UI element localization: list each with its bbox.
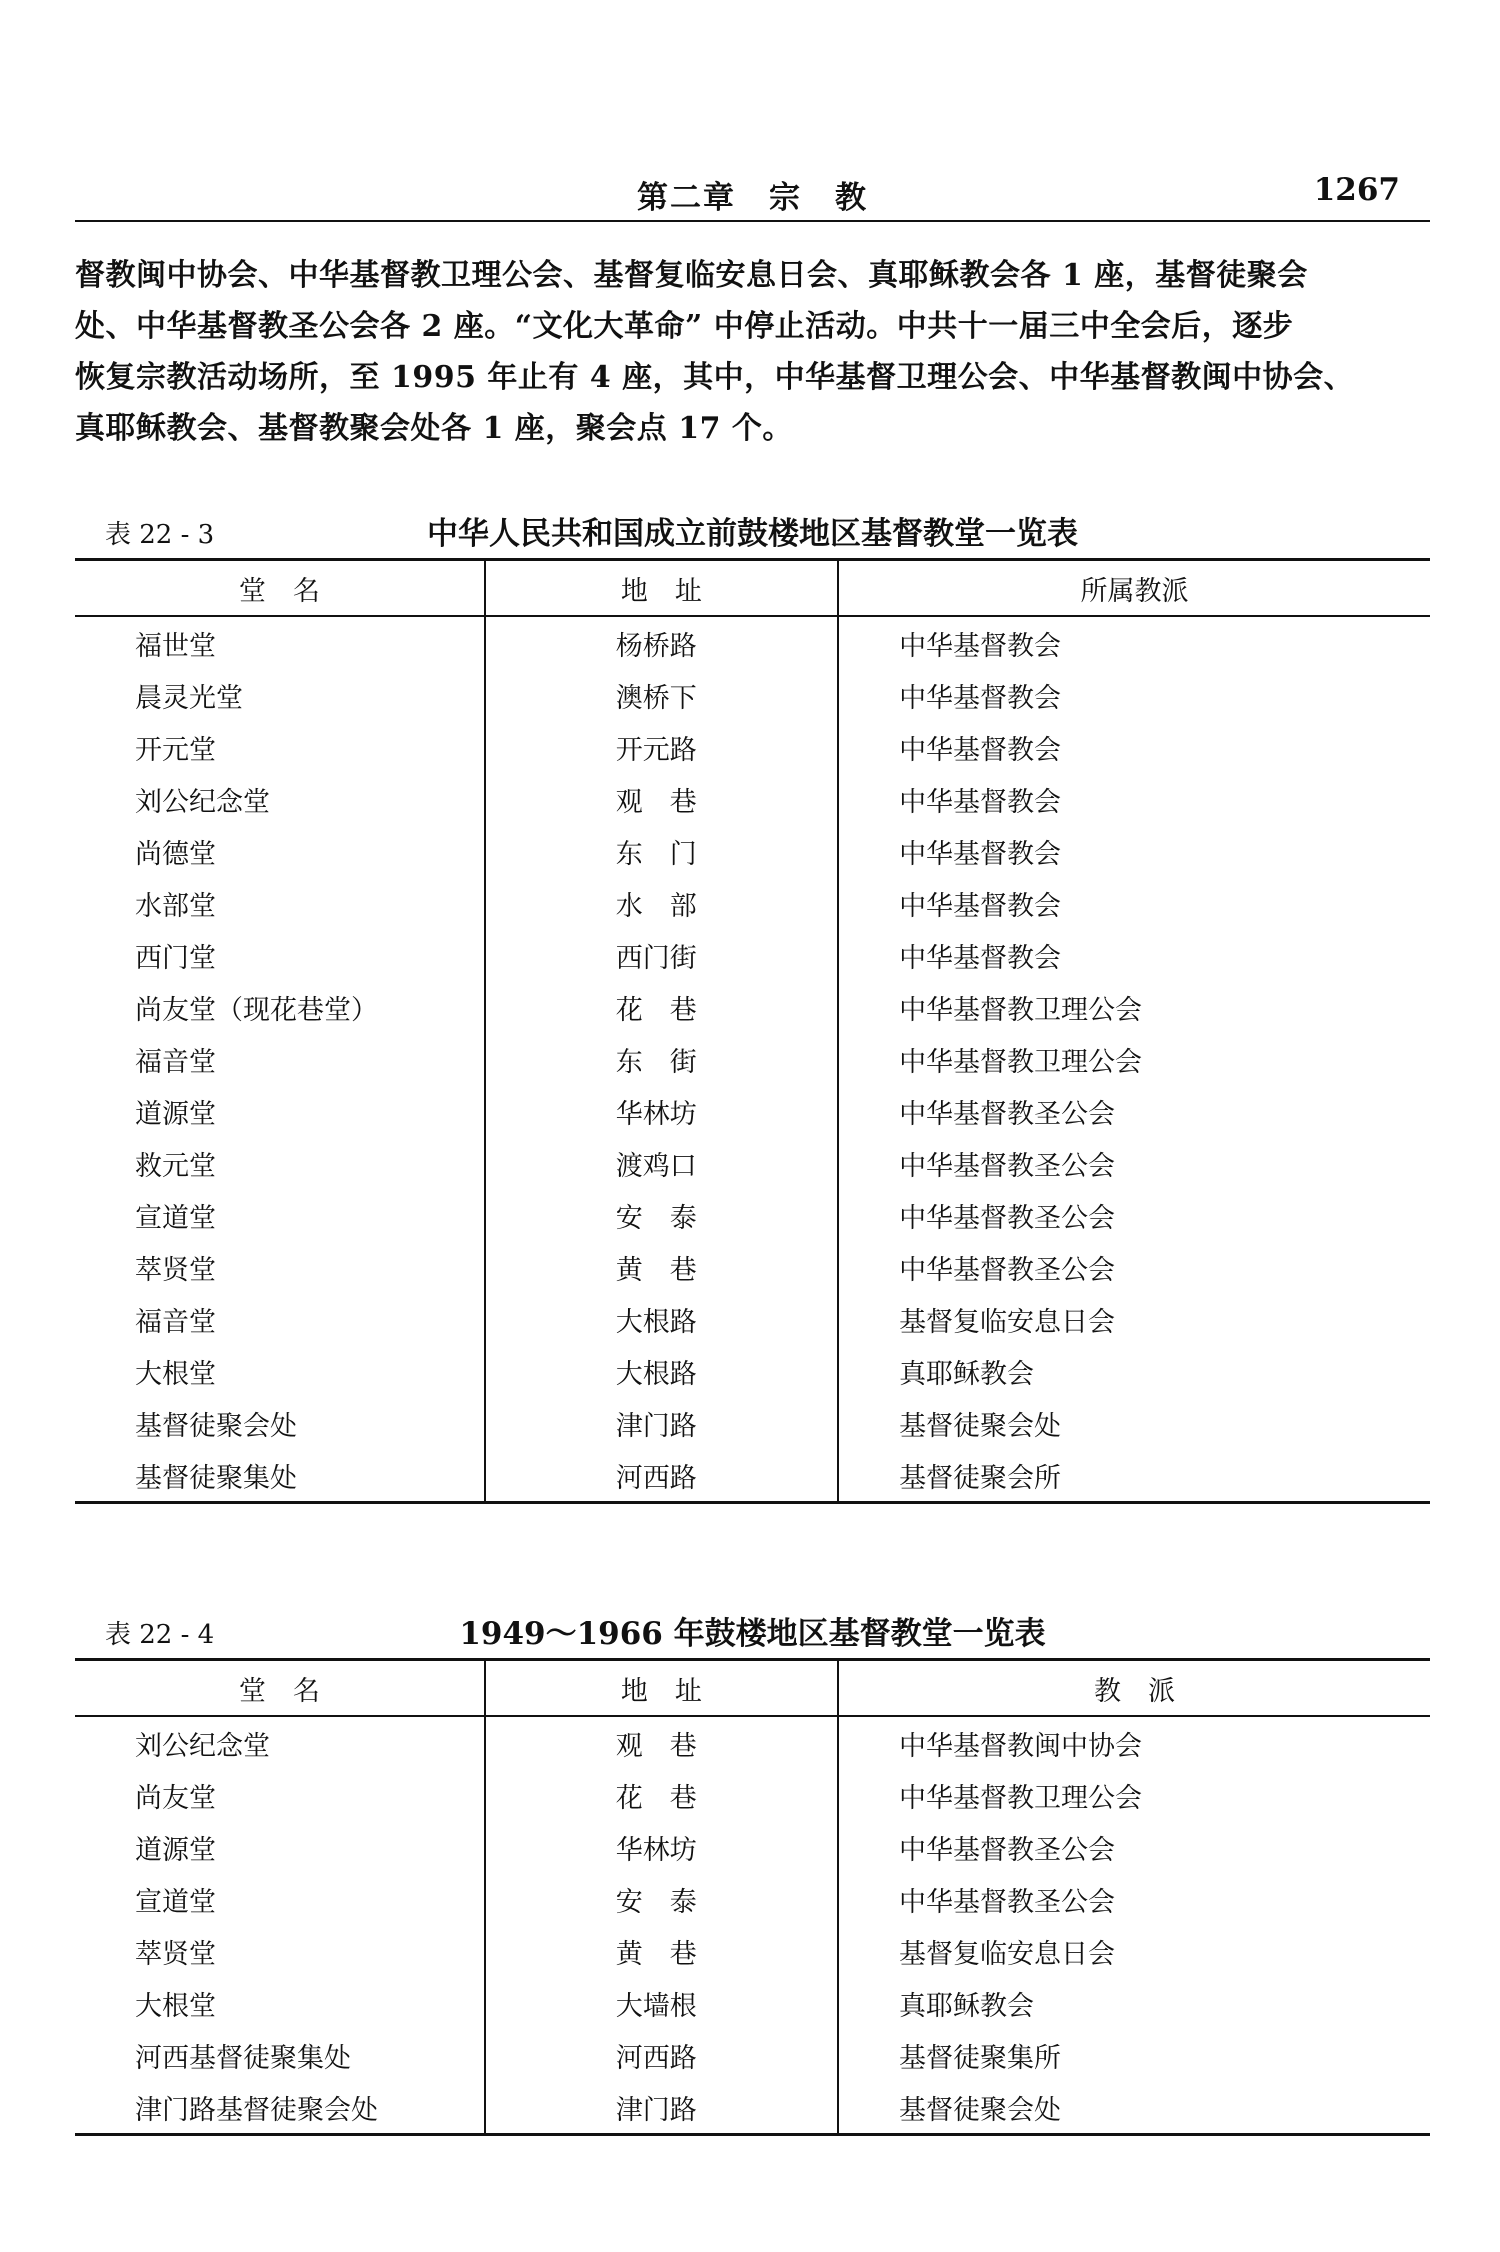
sect-cell: 中华基督教会 — [838, 825, 1430, 877]
paragraph-line: 督教闽中协会、中华基督教卫理公会、基督复临安息日会、真耶稣教会各 1 座，基督徒聚会 — [75, 258, 1308, 293]
table-row — [75, 1449, 1430, 1503]
address-cell: 华林坊 — [485, 1085, 838, 1137]
church-name-cell: 津门路基督徒聚会处 — [75, 2081, 485, 2135]
church-table — [75, 1658, 1430, 2136]
church-name-cell: 河西基督徒聚集处 — [135, 2042, 351, 2074]
church-name-cell: 尚德堂 — [135, 838, 216, 870]
church-name-cell: 尚友堂 — [135, 1782, 216, 1814]
church-name-cell: 道源堂 — [135, 1834, 216, 1866]
table-row — [75, 1873, 1430, 1925]
table-row — [75, 1769, 1430, 1821]
address-cell: 杨桥路 — [485, 616, 838, 669]
address-cell: 观 巷 — [485, 773, 838, 825]
table-row — [75, 1241, 1430, 1293]
church-name-cell: 福世堂 — [135, 630, 216, 662]
sect-cell: 中华基督教卫理公会 — [838, 1769, 1430, 1821]
address-cell: 东 街 — [485, 1033, 838, 1085]
sect-cell: 基督复临安息日会 — [838, 1925, 1430, 1977]
address-cell: 大墙根 — [485, 1977, 838, 2029]
address-cell: 黄 巷 — [485, 1241, 838, 1293]
church-name-cell: 刘公纪念堂 — [135, 1730, 270, 1762]
sect-cell: 中华基督教会 — [838, 721, 1430, 773]
sect-cell: 中华基督教闽中协会 — [838, 1716, 1430, 1769]
sect-cell: 中华基督教会 — [838, 669, 1430, 721]
table-row — [75, 929, 1430, 981]
header-cell-sect: 所属教派 — [838, 560, 1430, 617]
table-row — [75, 616, 1430, 669]
church-table — [75, 558, 1430, 1504]
body-paragraph — [75, 250, 1435, 454]
table-header-row — [75, 1660, 1430, 1717]
table-body — [75, 616, 1430, 1503]
table-header-row — [75, 560, 1430, 617]
address-cell: 河西路 — [485, 2029, 838, 2081]
table-caption — [75, 508, 1430, 558]
sect-cell: 真耶稣教会 — [838, 1345, 1430, 1397]
sect-cell: 中华基督教圣公会 — [838, 1241, 1430, 1293]
church-name-cell: 晨灵光堂 — [135, 682, 243, 714]
header-cell-sect: 教 派 — [838, 1660, 1430, 1717]
header-rule — [75, 220, 1430, 222]
sect-cell: 中华基督教会 — [838, 616, 1430, 669]
sect-cell: 真耶稣教会 — [838, 1977, 1430, 2029]
table-row — [75, 1137, 1430, 1189]
table-row — [75, 1033, 1430, 1085]
table-caption — [75, 1608, 1430, 1658]
table-row — [75, 981, 1430, 1033]
table-number: 表 22 - 3 — [105, 520, 215, 550]
table-row — [75, 1397, 1430, 1449]
table-row — [75, 1821, 1430, 1873]
church-name-cell: 福音堂 — [135, 1306, 216, 1338]
address-cell: 大根路 — [485, 1293, 838, 1345]
sect-cell: 中华基督教会 — [838, 877, 1430, 929]
sect-cell: 中华基督教圣公会 — [838, 1189, 1430, 1241]
church-name-cell: 大根堂 — [135, 1358, 216, 1390]
church-name-cell: 道源堂 — [135, 1098, 216, 1130]
table-row — [75, 1716, 1430, 1769]
church-name-cell: 宣道堂 — [135, 1886, 216, 1918]
church-name-cell: 西门堂 — [135, 942, 216, 974]
page-header — [75, 168, 1430, 218]
table-row — [75, 1925, 1430, 1977]
address-cell: 水 部 — [485, 877, 838, 929]
sect-cell: 基督徒聚会所 — [838, 1449, 1430, 1503]
table-row — [75, 1085, 1430, 1137]
sect-cell: 中华基督教圣公会 — [838, 1085, 1430, 1137]
address-cell: 开元路 — [485, 721, 838, 773]
church-name-cell: 救元堂 — [135, 1150, 216, 1182]
address-cell: 花 巷 — [485, 981, 838, 1033]
church-name-cell: 基督徒聚集处 — [75, 1449, 485, 1503]
sect-cell: 中华基督教圣公会 — [838, 1821, 1430, 1873]
church-name-cell: 基督徒聚会处 — [135, 1410, 297, 1442]
sect-cell: 中华基督教卫理公会 — [838, 1033, 1430, 1085]
table-row — [75, 773, 1430, 825]
table-22-3 — [75, 508, 1430, 1504]
address-cell: 华林坊 — [485, 1821, 838, 1873]
sect-cell: 基督复临安息日会 — [838, 1293, 1430, 1345]
church-name-cell: 萃贤堂 — [135, 1254, 216, 1286]
table-row — [75, 721, 1430, 773]
address-cell: 河西路 — [485, 1449, 838, 1503]
sect-cell: 中华基督教会 — [838, 773, 1430, 825]
address-cell: 东 门 — [485, 825, 838, 877]
church-name-cell: 水部堂 — [135, 890, 216, 922]
sect-cell: 基督徒聚会处 — [838, 1397, 1430, 1449]
sect-cell: 基督徒聚会处 — [838, 2081, 1430, 2135]
table-row — [75, 1189, 1430, 1241]
table-title: 中华人民共和国成立前鼓楼地区基督教堂一览表 — [427, 516, 1078, 552]
address-cell: 渡鸡口 — [485, 1137, 838, 1189]
table-row — [75, 1977, 1430, 2029]
church-name-cell: 宣道堂 — [135, 1202, 216, 1234]
sect-cell: 中华基督教卫理公会 — [838, 981, 1430, 1033]
church-name-cell: 尚友堂（现花巷堂） — [135, 994, 378, 1026]
table-row — [75, 877, 1430, 929]
table-row — [75, 2029, 1430, 2081]
address-cell: 津门路 — [485, 1397, 838, 1449]
address-cell: 安 泰 — [485, 1189, 838, 1241]
table-row — [75, 2081, 1430, 2135]
table-row — [75, 825, 1430, 877]
address-cell: 大根路 — [485, 1345, 838, 1397]
address-cell: 津门路 — [485, 2081, 838, 2135]
sect-cell: 基督徒聚集所 — [838, 2029, 1430, 2081]
church-name-cell: 福音堂 — [135, 1046, 216, 1078]
paragraph-line: 真耶稣教会、基督教聚会处各 1 座，聚会点 17 个。 — [75, 411, 793, 446]
church-name-cell: 开元堂 — [135, 734, 216, 766]
header-cell-address: 地 址 — [485, 1660, 838, 1717]
paragraph-line: 处、中华基督教圣公会各 2 座。“文化大革命” 中停止活动。中共十一届三中全会后，逐步 — [75, 309, 1294, 344]
sect-cell: 中华基督教圣公会 — [838, 1873, 1430, 1925]
church-name-cell: 萃贤堂 — [135, 1938, 216, 1970]
table-number: 表 22 - 4 — [105, 1620, 215, 1650]
table-body — [75, 1716, 1430, 2135]
address-cell: 澳桥下 — [485, 669, 838, 721]
address-cell: 安 泰 — [485, 1873, 838, 1925]
address-cell: 花 巷 — [485, 1769, 838, 1821]
table-row — [75, 1293, 1430, 1345]
church-name-cell: 大根堂 — [135, 1990, 216, 2022]
address-cell: 观 巷 — [485, 1716, 838, 1769]
sect-cell: 中华基督教圣公会 — [838, 1137, 1430, 1189]
sect-cell: 中华基督教会 — [838, 929, 1430, 981]
table-row — [75, 669, 1430, 721]
chapter-title: 第二章 宗 教 — [637, 180, 868, 216]
table-title: 1949～1966 年鼓楼地区基督教堂一览表 — [459, 1616, 1046, 1652]
header-cell-name: 堂 名 — [75, 1660, 485, 1717]
church-name-cell: 刘公纪念堂 — [135, 786, 270, 818]
table-row — [75, 1345, 1430, 1397]
header-cell-name: 堂 名 — [75, 560, 485, 617]
table-22-4 — [75, 1608, 1430, 2136]
address-cell: 黄 巷 — [485, 1925, 838, 1977]
address-cell: 西门街 — [485, 929, 838, 981]
paragraph-line: 恢复宗教活动场所，至 1995 年止有 4 座，其中，中华基督卫理公会、中华基督教闽中协会、 — [75, 360, 1355, 395]
page-number: 1267 — [1313, 172, 1400, 208]
header-cell-address: 地 址 — [485, 560, 838, 617]
